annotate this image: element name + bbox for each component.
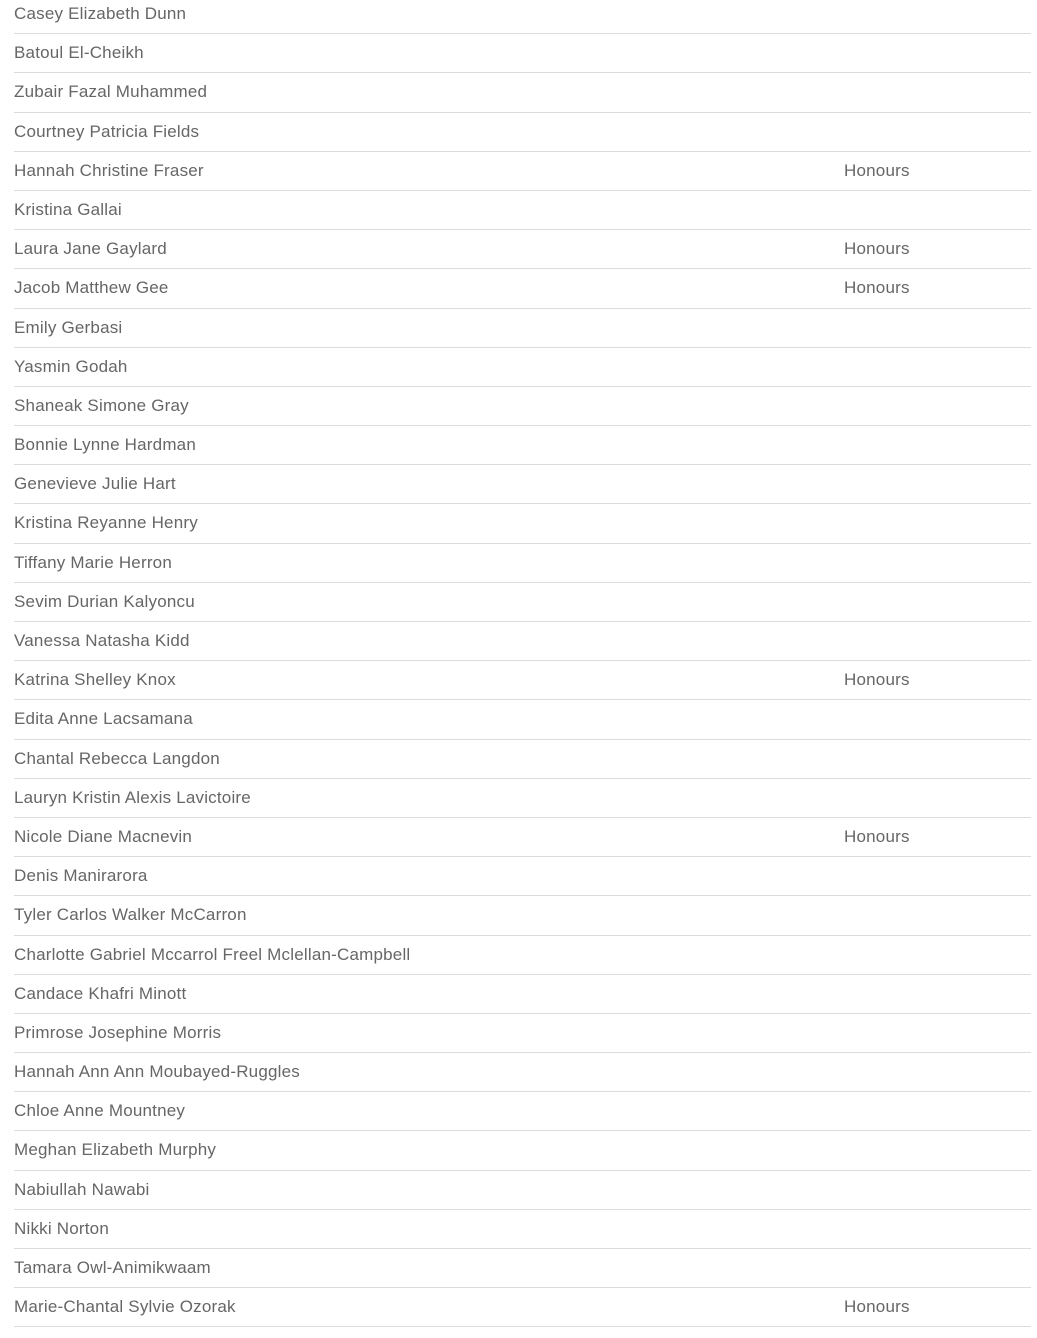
list-item [14, 0, 1031, 34]
list-item [14, 152, 1031, 191]
graduate-name: Bonnie Lynne Hardman [14, 435, 196, 455]
list-item [14, 700, 1031, 739]
list-item [14, 661, 1031, 700]
graduate-name: Kristina Gallai [14, 199, 122, 219]
distinction-label: Honours [844, 670, 910, 690]
graduate-name: Laura Jane Gaylard [14, 239, 167, 259]
list-item [14, 387, 1031, 426]
graduate-name: Primrose Josephine Morris [14, 1022, 222, 1042]
list-item [14, 230, 1031, 269]
list-item [14, 504, 1031, 543]
graduate-name: Tiffany Marie Herron [14, 552, 172, 572]
graduate-name: Katrina Shelley Knox [14, 670, 176, 690]
list-item [14, 1249, 1031, 1288]
graduate-name: Marie-Chantal Sylvie Ozorak [14, 1297, 236, 1317]
graduate-name: Meghan Elizabeth Murphy [14, 1140, 217, 1160]
graduate-name: Lauryn Kristin Alexis Lavictoire [14, 787, 251, 807]
graduate-name: Chloe Anne Mountney [14, 1101, 186, 1121]
graduate-name: Nikki Norton [14, 1218, 109, 1238]
graduate-name: Jacob Matthew Gee [14, 278, 169, 298]
graduate-name: Emily Gerbasi [14, 317, 123, 337]
list-item [14, 818, 1031, 857]
graduate-name: Courtney Patricia Fields [14, 121, 200, 141]
list-item [14, 544, 1031, 583]
list-item [14, 426, 1031, 465]
list-item [14, 1053, 1031, 1092]
graduate-name: Vanessa Natasha Kidd [14, 631, 190, 650]
list-item [14, 1171, 1031, 1210]
list-item [14, 34, 1031, 73]
distinction-label: Honours [844, 278, 910, 298]
list-item [14, 857, 1031, 896]
graduate-name: Candace Khafri Minott [14, 983, 187, 1003]
list-item [14, 73, 1031, 112]
graduate-name: Tyler Carlos Walker McCarron [14, 905, 247, 925]
graduate-name: Chantal Rebecca Langdon [14, 748, 220, 768]
list-item [14, 269, 1031, 308]
graduate-name: Charlotte Gabriel Mccarrol Freel Mclellan-Campbell [14, 944, 411, 964]
list-item [14, 1131, 1031, 1170]
list-item [14, 622, 1031, 661]
graduate-name: Kristina Reyanne Henry [14, 513, 198, 533]
list-item [14, 779, 1031, 818]
list-item [14, 465, 1031, 504]
list-item [14, 583, 1031, 622]
graduate-name: Genevieve Julie Hart [14, 474, 176, 494]
graduate-list [14, 0, 1031, 1327]
graduate-name: Sevim Durian Kalyoncu [14, 591, 195, 611]
distinction-label: Honours [844, 1297, 910, 1317]
graduate-name: Denis Manirarora [14, 866, 148, 886]
list-item [14, 896, 1031, 935]
list-item [14, 1288, 1031, 1327]
list-item [14, 975, 1031, 1014]
list-item [14, 191, 1031, 230]
graduate-name: Shaneak Simone Gray [14, 395, 189, 415]
list-item [14, 1092, 1031, 1131]
list-item [14, 936, 1031, 975]
list-item [14, 1210, 1031, 1249]
distinction-label: Honours [844, 239, 910, 259]
graduate-name: Casey Elizabeth Dunn [14, 4, 187, 23]
distinction-label: Honours [844, 826, 910, 846]
list-item [14, 309, 1031, 348]
list-item [14, 113, 1031, 152]
graduate-name: Hannah Christine Fraser [14, 160, 204, 180]
graduate-name: Yasmin Godah [14, 356, 128, 376]
list-item [14, 1014, 1031, 1053]
graduate-name: Nabiullah Nawabi [14, 1179, 150, 1199]
graduate-name: Batoul El-Cheikh [14, 43, 144, 63]
list-item [14, 348, 1031, 387]
graduate-name: Zubair Fazal Muhammed [14, 82, 208, 102]
graduate-name: Edita Anne Lacsamana [14, 709, 193, 729]
distinction-label: Honours [844, 160, 910, 180]
graduate-name: Nicole Diane Macnevin [14, 826, 193, 846]
list-item [14, 740, 1031, 779]
graduate-name: Hannah Ann Ann Moubayed-Ruggles [14, 1062, 300, 1082]
graduate-name: Tamara Owl-Animikwaam [14, 1258, 211, 1277]
